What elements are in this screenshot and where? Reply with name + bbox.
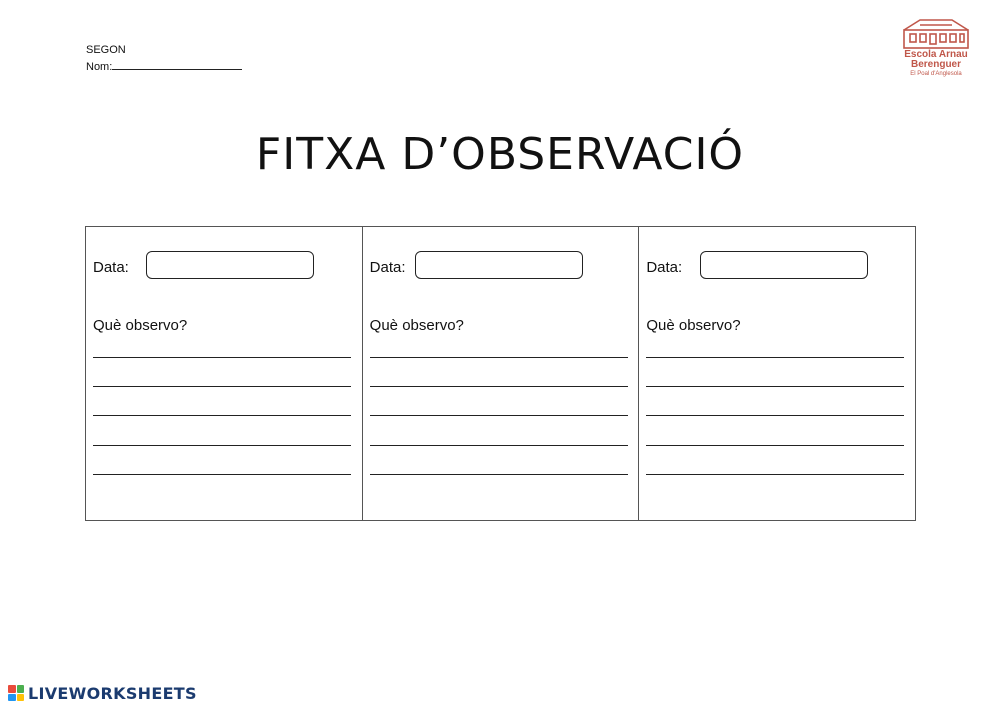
question-label: Què observo? (369, 317, 464, 334)
date-input-box[interactable] (146, 251, 314, 279)
answer-line[interactable] (370, 415, 628, 416)
answer-line[interactable] (93, 415, 351, 416)
question-label: Què observo? (646, 317, 741, 334)
answer-line[interactable] (646, 474, 904, 475)
date-label: Data: (646, 259, 683, 276)
school-name-line1: Escola Arnau (904, 49, 968, 60)
school-location: El Poal d'Anglesola (910, 71, 962, 77)
observation-column-1 (86, 227, 363, 520)
answer-line[interactable] (370, 474, 628, 475)
answer-line[interactable] (646, 445, 904, 446)
date-input-box[interactable] (700, 251, 868, 279)
answer-line[interactable] (370, 357, 628, 358)
date-input-box[interactable] (415, 251, 583, 279)
answer-line[interactable] (646, 415, 904, 416)
worksheet-header (86, 42, 242, 76)
liveworksheets-logo[interactable] (8, 683, 197, 703)
liveworksheets-grid-icon (8, 685, 24, 701)
answer-line[interactable] (646, 386, 904, 387)
date-label: Data: (369, 259, 406, 276)
school-logo (896, 16, 976, 90)
answer-line[interactable] (93, 445, 351, 446)
observation-table (85, 226, 916, 521)
answer-line[interactable] (93, 386, 351, 387)
name-field (86, 59, 242, 76)
school-name-line2: Berenguer (910, 59, 961, 70)
answer-line[interactable] (370, 445, 628, 446)
observation-column-3 (639, 227, 915, 520)
name-label: Nom: (86, 61, 113, 73)
date-label: Data: (93, 259, 129, 276)
answer-line[interactable] (646, 357, 904, 358)
liveworksheets-brand-text: LIVEWORKSHEETS (28, 683, 197, 703)
name-blank-line[interactable] (112, 59, 242, 70)
observation-column-2 (363, 227, 640, 520)
question-label: Què observo? (93, 317, 188, 334)
school-building-icon (900, 16, 972, 50)
answer-line[interactable] (370, 386, 628, 387)
class-level: SEGON (86, 44, 126, 56)
page-title: FITXA D’OBSERVACIÓ (255, 129, 745, 181)
answer-line[interactable] (93, 357, 351, 358)
answer-line[interactable] (93, 474, 351, 475)
